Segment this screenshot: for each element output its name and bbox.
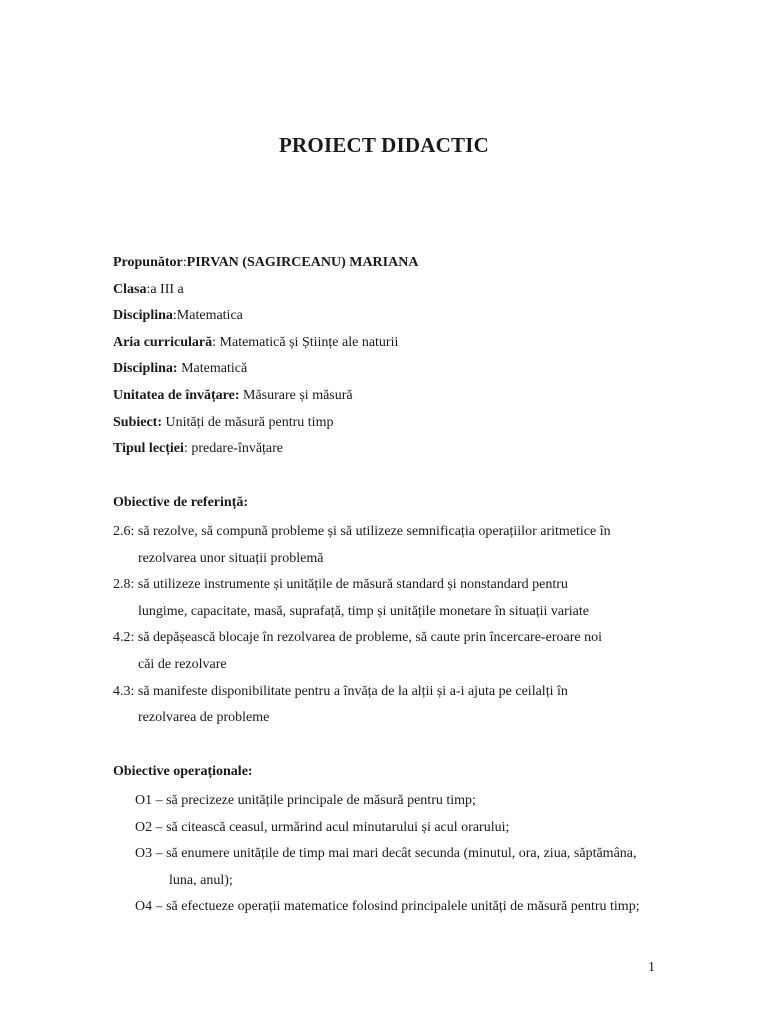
list-item [135, 841, 733, 894]
field-separator: : [172, 308, 177, 324]
item-text: 4.2: să depășească blocaje în rezolvarea de probleme, să caute prin încercare-eroare noi [113, 630, 602, 646]
item-text: O1 – să precizeze unitățile principale de măsură pentru timp; [135, 793, 476, 808]
list-item [135, 894, 733, 921]
field-disciplina-2 [113, 359, 733, 386]
section-obiective-operationale [113, 762, 733, 921]
item-text: O2 – să citească ceasul, urmărind acul minutarului și acul orarului; [135, 819, 510, 835]
item-continuation: căi de rezolvare [138, 656, 227, 672]
field-label: Tipul lecției [113, 441, 184, 457]
field-value: Unități de măsură pentru timp [162, 414, 334, 430]
operational-list [113, 788, 733, 921]
field-label: Subiect: [113, 414, 162, 430]
field-value: Matematica [176, 308, 243, 324]
field-separator: : [212, 334, 217, 350]
list-item [113, 625, 713, 678]
field-value: Matematică și Științe ale naturii [216, 334, 399, 350]
field-label: Disciplina [113, 308, 173, 324]
field-unitatea [113, 386, 733, 413]
field-label: Propunător [113, 255, 183, 270]
section-obiective-referinta [113, 493, 713, 732]
field-propunator [113, 253, 733, 280]
section-heading: Obiective operaționale: [113, 764, 253, 779]
field-label: Clasa [113, 281, 147, 297]
field-label: Aria curriculară [113, 334, 213, 350]
field-label: Disciplina: [113, 361, 178, 377]
field-separator: : [146, 281, 151, 297]
item-continuation: rezolvarea de probleme [138, 710, 270, 726]
list-item [113, 519, 713, 572]
list-item [113, 679, 713, 732]
info-fields [113, 253, 733, 466]
field-label: Unitatea de învățare: [113, 387, 240, 403]
field-tipul-lectiei [113, 439, 733, 466]
field-subiect [113, 413, 733, 440]
field-clasa [113, 280, 733, 307]
item-continuation: rezolvarea unor situații problemă [138, 550, 324, 566]
section-heading: Obiective de referință: [113, 495, 249, 510]
item-text: 4.3: să manifeste disponibilitate pentru a învăța de la alții și a-i ajuta pe ceilalți în [113, 683, 568, 699]
list-item [135, 815, 733, 842]
field-separator: : [183, 441, 188, 457]
field-value: PIRVAN (SAGIRCEANU) MARIANA [186, 255, 419, 270]
field-separator: : [182, 255, 187, 270]
item-text: 2.8: să utilizeze instrumente și unitățile de măsură standard și nonstandard pentru [113, 577, 568, 593]
field-disciplina [113, 306, 733, 333]
page-number: 1 [648, 960, 655, 975]
document-title: PROIECT DIDACTIC [279, 133, 489, 157]
field-value: predare-învățare [187, 441, 284, 457]
item-text: O4 – să efectueze operații matematice folosind principalele unități de măsură pentru timp; [135, 899, 640, 915]
item-continuation: lungime, capacitate, masă, suprafață, timp și unitățile monetare în situații variate [138, 603, 589, 619]
field-value: Matematică [177, 361, 248, 377]
field-value: Măsurare și măsură [239, 387, 353, 403]
list-item [113, 572, 713, 625]
list-item [135, 788, 733, 815]
item-text: O3 – să enumere unitățile de timp mai mari decât secunda (minutul, ora, ziua, săptămâna, [135, 846, 637, 862]
field-value: a III a [150, 281, 184, 297]
field-aria-curriculara [113, 333, 733, 360]
item-continuation: luna, anul); [169, 872, 233, 888]
item-text: 2.6: să rezolve, să compună probleme și să utilizeze semnificația operațiilor aritmetice în [113, 524, 611, 539]
